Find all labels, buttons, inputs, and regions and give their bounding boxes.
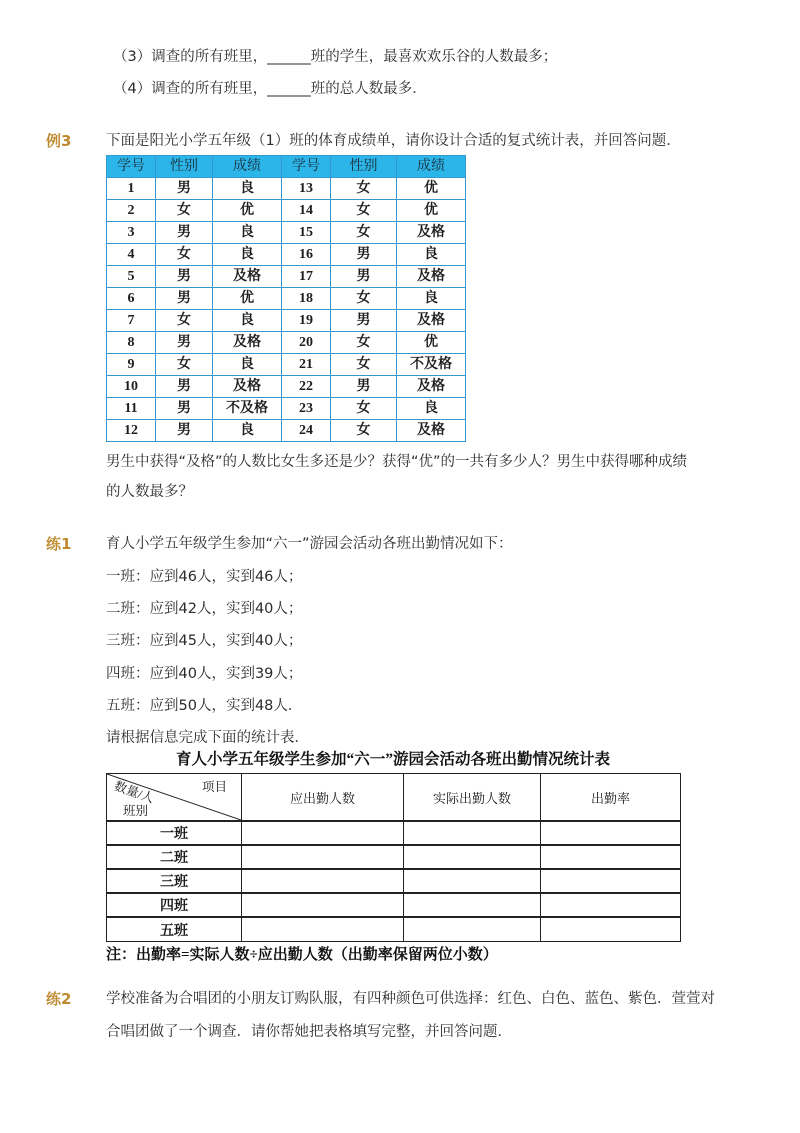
grade-cell: 良 [213,244,282,266]
gender-cell: 女 [156,244,213,266]
practice-1-label: 练1 [46,535,72,553]
attendance-note: 注：出勤率=实际人数÷应出勤人数（出勤率保留两位小数） [106,947,498,963]
gender-cell: 女 [331,354,397,376]
corner-label-item: 项目 [201,780,227,794]
example-3-questions [106,447,687,507]
gender-cell: 女 [331,200,397,222]
grade-cell: 良 [213,354,282,376]
gender-cell: 男 [156,376,213,398]
blank-cell [404,869,541,893]
gender-cell: 女 [331,420,397,442]
grade-cell: 及格 [397,310,466,332]
gender-cell: 男 [156,332,213,354]
grade-cell: 良 [397,398,466,420]
list-item: 三班：应到45人，实到40人； [106,633,303,650]
gender-cell: 男 [331,244,397,266]
student-no-cell: 20 [282,332,331,354]
blank-cell [404,917,541,941]
practice-2-label: 练2 [46,990,72,1008]
grade-cell: 良 [213,310,282,332]
list-item: 二班：应到42人，实到40人； [106,601,303,618]
student-no-cell: 24 [282,420,331,442]
grade-cell: 良 [397,288,466,310]
gender-cell: 男 [156,222,213,244]
student-no-cell: 1 [107,178,156,200]
practice-1-intro: 育人小学五年级学生参加“六一”游园会活动各班出勤情况如下： [106,536,513,552]
student-no-cell: 15 [282,222,331,244]
gender-cell: 女 [331,288,397,310]
student-no-cell: 18 [282,288,331,310]
gender-cell: 男 [331,376,397,398]
table-row [107,821,681,845]
gender-cell: 男 [156,288,213,310]
student-no-cell: 2 [107,200,156,222]
grade-cell: 及格 [397,222,466,244]
question-3-text-after: 班的学生，最喜欢欢乐谷的人数最多； [310,49,558,65]
grade-cell: 优 [397,200,466,222]
grade-cell: 及格 [213,332,282,354]
list-item: 一班：应到46人，实到46人； [106,569,303,585]
practice-2-text [106,983,715,1049]
header-gender: 性别 [156,156,213,178]
grade-table-header [107,156,466,178]
grade-cell: 及格 [213,266,282,288]
question-4-blank: ______ [267,81,311,97]
gender-cell: 女 [331,178,397,200]
table-row [107,244,466,266]
table-row [107,266,466,288]
grade-cell: 优 [397,332,466,354]
gender-cell: 女 [156,200,213,222]
grade-table [106,155,466,442]
gender-cell: 男 [331,266,397,288]
attendance-table [106,773,681,942]
grade-cell: 优 [213,200,282,222]
gender-cell: 女 [331,398,397,420]
gender-cell: 男 [156,398,213,420]
student-no-cell: 17 [282,266,331,288]
attendance-table-header [107,774,681,822]
question-3 [113,47,557,67]
student-no-cell: 13 [282,178,331,200]
blank-cell [242,845,404,869]
blank-cell [404,845,541,869]
table-row [107,332,466,354]
gender-cell: 女 [156,310,213,332]
grade-cell: 不及格 [213,398,282,420]
grade-cell: 及格 [397,420,466,442]
gender-cell: 男 [331,310,397,332]
class-name-cell: 一班 [107,821,242,845]
header-gender: 性别 [331,156,397,178]
student-no-cell: 21 [282,354,331,376]
gender-cell: 女 [156,354,213,376]
diagonal-header-cell [107,774,242,822]
grade-cell: 良 [213,420,282,442]
question-4-text-after: 班的总人数最多． [310,81,427,97]
student-no-cell: 7 [107,310,156,332]
header-expected-attendance: 应出勤人数 [242,774,404,822]
grade-cell: 良 [397,244,466,266]
header-attendance-rate: 出勤率 [541,774,681,822]
blank-cell [242,869,404,893]
grade-cell: 良 [213,222,282,244]
class-name-cell: 二班 [107,845,242,869]
student-no-cell: 9 [107,354,156,376]
gender-cell: 男 [156,178,213,200]
student-no-cell: 3 [107,222,156,244]
table-row [107,178,466,200]
question-4 [113,79,427,99]
attendance-list [106,561,309,754]
grade-cell: 及格 [213,376,282,398]
grade-cell: 及格 [397,266,466,288]
class-name-cell: 五班 [107,917,242,941]
table-row [107,310,466,332]
student-no-cell: 4 [107,244,156,266]
table-row [107,420,466,442]
student-no-cell: 5 [107,266,156,288]
list-item: 四班：应到40人，实到39人； [106,665,303,682]
practice-2-line: 学校准备为合唱团的小朋友订购队服，有四种颜色可供选择：红色、白色、蓝色、紫色．萱萱对 [106,990,715,1007]
student-no-cell: 6 [107,288,156,310]
blank-cell [242,821,404,845]
gender-cell: 女 [331,222,397,244]
list-item: 五班：应到50人，实到48人． [106,697,303,714]
student-no-cell: 22 [282,376,331,398]
question-4-text-before: （4）调查的所有班里， [113,81,268,97]
blank-cell [404,821,541,845]
table-row [107,917,681,941]
attendance-table-title: 育人小学五年级学生参加“六一”游园会活动各班出勤情况统计表 [175,751,610,768]
gender-cell: 女 [331,332,397,354]
student-no-cell: 12 [107,420,156,442]
table-row [107,354,466,376]
question-3-blank: ______ [267,49,311,65]
student-no-cell: 16 [282,244,331,266]
example-3-question-line: 男生中获得“及格”的人数比女生多还是少？获得“优”的一共有多少人？男生中获得哪种成绩 [106,454,688,470]
grade-cell: 不及格 [397,354,466,376]
table-row [107,869,681,893]
example-3-label: 例3 [46,132,72,150]
blank-cell [541,893,681,917]
example-3-prompt: 下面是阳光小学五年级（1）班的体育成绩单，请你设计合适的复式统计表，并回答问题． [106,133,681,149]
header-student-no: 学号 [282,156,331,178]
table-row [107,376,466,398]
class-name-cell: 四班 [107,893,242,917]
practice-1-instruction: 请根据信息完成下面的统计表． [106,730,309,747]
header-student-no: 学号 [107,156,156,178]
blank-cell [242,893,404,917]
student-no-cell: 8 [107,332,156,354]
blank-cell [541,869,681,893]
class-name-cell: 三班 [107,869,242,893]
student-no-cell: 23 [282,398,331,420]
grade-cell: 优 [213,288,282,310]
diagonal-header [107,774,241,820]
corner-label-class: 班别 [123,804,149,818]
table-row [107,288,466,310]
question-3-text-before: （3）调查的所有班里， [113,49,268,65]
table-row [107,222,466,244]
table-row [107,845,681,869]
table-row [107,893,681,917]
blank-cell [404,893,541,917]
grade-cell: 良 [213,178,282,200]
blank-cell [242,917,404,941]
blank-cell [541,821,681,845]
header-actual-attendance: 实际出勤人数 [404,774,541,822]
student-no-cell: 10 [107,376,156,398]
grade-cell: 及格 [397,376,466,398]
student-no-cell: 19 [282,310,331,332]
gender-cell: 男 [156,420,213,442]
blank-cell [541,917,681,941]
example-3-question-line: 的人数最多？ [106,484,193,500]
gender-cell: 男 [156,266,213,288]
table-row [107,200,466,222]
header-grade: 成绩 [213,156,282,178]
header-grade: 成绩 [397,156,466,178]
practice-2-line: 合唱团做了一个调查．请你帮她把表格填写完整，并回答问题． [106,1023,512,1040]
corner-label-quantity: 数量/人 [112,779,156,806]
table-row [107,398,466,420]
student-no-cell: 11 [107,398,156,420]
grade-cell: 优 [397,178,466,200]
blank-cell [541,845,681,869]
student-no-cell: 14 [282,200,331,222]
